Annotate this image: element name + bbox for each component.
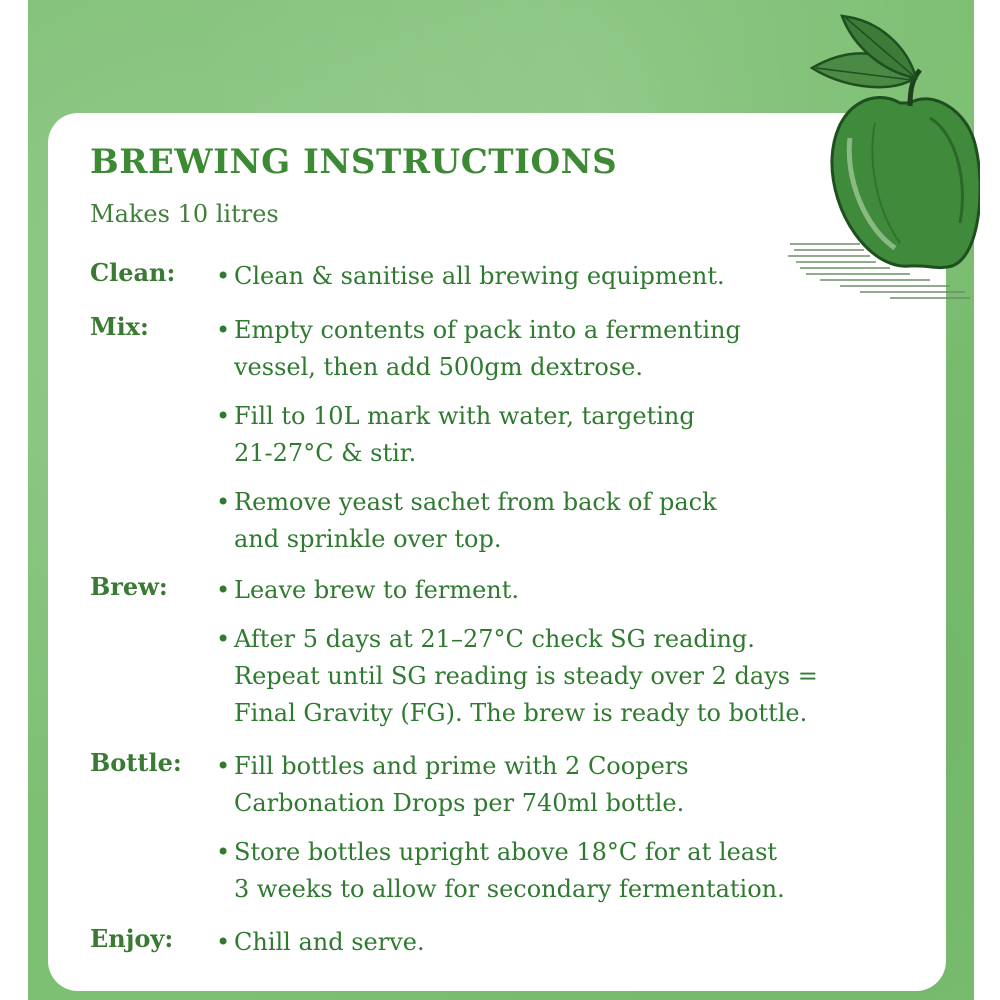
instruction-item: • Fill bottles and prime with 2 Coopers Carbonation Drops per 740ml bottle. — [216, 752, 689, 817]
section-label: Enjoy: — [90, 924, 174, 953]
section-label: Brew: — [90, 572, 168, 601]
instruction-item: • Leave brew to ferment. — [216, 576, 520, 604]
section-label: Bottle: — [90, 748, 182, 777]
instruction-item: • Clean & sanitise all brewing equipment. — [216, 262, 725, 290]
section-label: Mix: — [90, 312, 149, 341]
page-title: BREWING INSTRUCTIONS — [90, 142, 618, 182]
instruction-item: • Remove yeast sachet from back of pack and sprinkle over top. — [216, 488, 717, 553]
yield-subtitle: Makes 10 litres — [90, 200, 279, 228]
instruction-item: • Empty contents of pack into a fermenting vessel, then add 500gm dextrose. — [216, 316, 741, 381]
instruction-item: • Fill to 10L mark with water, targeting 21-27°C & stir. — [216, 402, 695, 467]
instruction-item: • After 5 days at 21–27°C check SG reading. Repeat until SG reading is steady over 2 days = Final Gravity (FG). The brew is ready to bottle. — [216, 625, 818, 727]
instruction-item: • Store bottles upright above 18°C for at least 3 weeks to allow for secondary fermentation. — [216, 838, 785, 903]
instruction-item: • Chill and serve. — [216, 928, 425, 956]
section-label: Clean: — [90, 258, 176, 287]
